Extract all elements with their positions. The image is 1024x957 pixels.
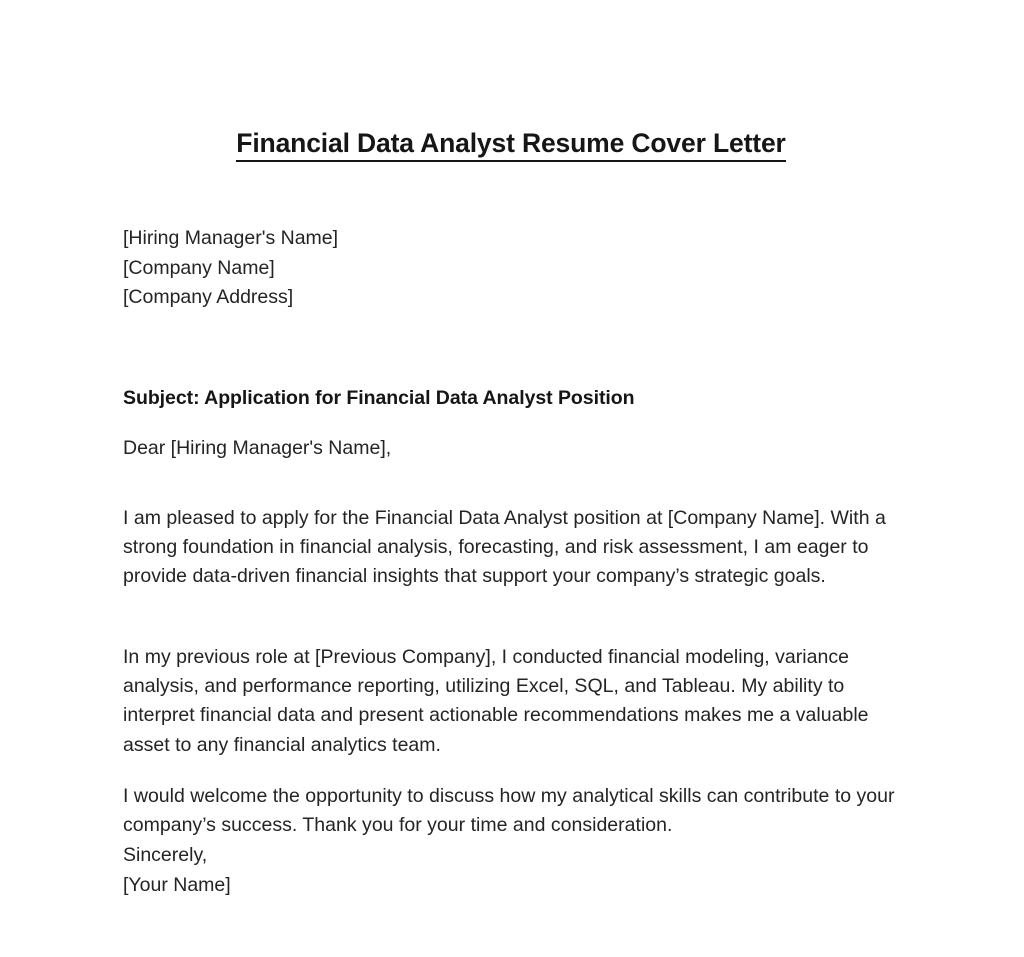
signature-name: [Your Name]	[123, 873, 231, 896]
subject-line: Subject: Application for Financial Data Analyst Position	[123, 387, 635, 409]
recipient-company-name: [Company Name]	[123, 256, 275, 279]
body-paragraph-2: In my previous role at [Previous Company], I conducted financial modeling, variance analysis, and performance reporting, utilizing Excel, SQL, and Tableau. My ability to interpret financial data and present actionable recommendations makes me a valuable asset to any financial analytics team.	[123, 645, 869, 756]
closing-block	[123, 841, 231, 900]
body-paragraph-1: I am pleased to apply for the Financial Data Analyst position at [Company Name]. With a strong foundation in financial analysis, forecasting, and risk assessment, I am eager to provide data-driven financial insights that support your company’s strategic goals.	[123, 506, 886, 588]
page-title-text: Financial Data Analyst Resume Cover Letter	[236, 128, 785, 162]
recipient-hiring-manager: [Hiring Manager's Name]	[123, 227, 339, 249]
recipient-address-block	[123, 224, 338, 313]
salutation: Dear [Hiring Manager's Name],	[123, 437, 392, 459]
valediction: Sincerely,	[123, 844, 208, 866]
page-title	[111, 126, 911, 160]
recipient-company-address: [Company Address]	[123, 286, 294, 308]
body-paragraph-3: I would welcome the opportunity to discuss how my analytical skills can contribute to your company’s success. Thank you for your time and consideration.	[123, 784, 895, 836]
